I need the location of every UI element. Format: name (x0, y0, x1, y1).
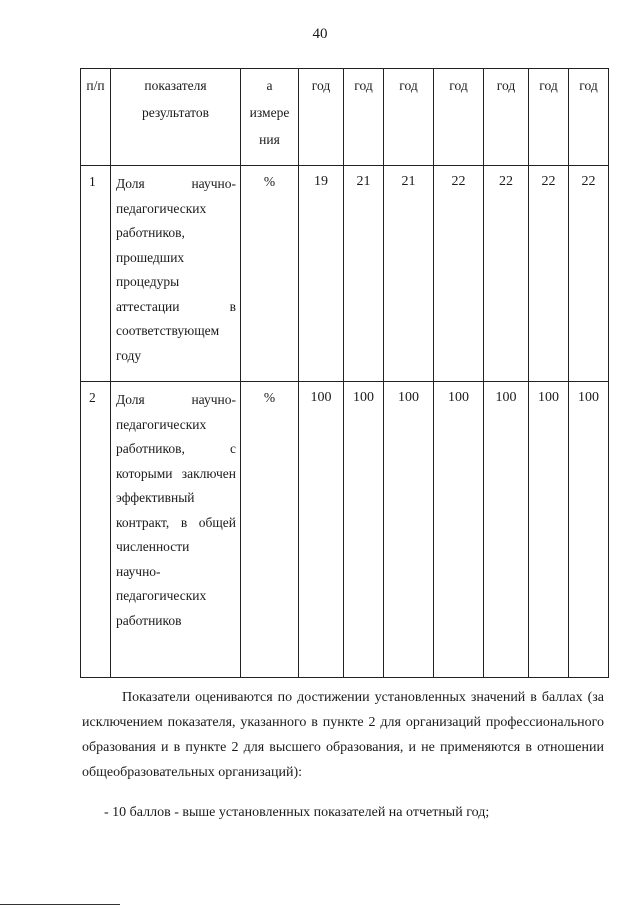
year-value: 22 (569, 166, 609, 382)
year-value: 22 (434, 166, 484, 382)
table-header-row (81, 69, 609, 166)
header-num: п/п (81, 69, 111, 166)
header-unit: а измере ния (241, 69, 299, 166)
header-year: год (484, 69, 529, 166)
table-row (81, 166, 609, 382)
header-name: показателя результатов (111, 69, 241, 166)
indicator-name: Доля научно-педагогических работников, с которыми заключен эффективный контракт, в общей численности научно-педагогических работников (111, 382, 241, 678)
year-value: 100 (299, 382, 344, 678)
year-value: 21 (344, 166, 384, 382)
results-table (80, 68, 609, 678)
year-value: 22 (484, 166, 529, 382)
year-value: 19 (299, 166, 344, 382)
header-year: год (434, 69, 484, 166)
table-row (81, 382, 609, 678)
row-number: 1 (81, 166, 111, 382)
score-bullet: - 10 баллов - выше установленных показателей на отчетный год; (104, 805, 490, 820)
year-value: 100 (484, 382, 529, 678)
header-year: год (299, 69, 344, 166)
header-year: год (529, 69, 569, 166)
evaluation-paragraph: Показатели оцениваются по достижении установленных значений в баллах (за исключением показателя, указанного в пункте 2 для организаций профессионального образования и в пункте 2 для высшего образования, и не применяются в отношении общеобразовательных организаций): (82, 690, 604, 780)
year-value: 100 (344, 382, 384, 678)
unit-cell: % (241, 166, 299, 382)
year-value: 100 (529, 382, 569, 678)
header-year: год (344, 69, 384, 166)
year-value: 21 (384, 166, 434, 382)
year-value: 100 (434, 382, 484, 678)
year-value: 100 (384, 382, 434, 678)
row-number: 2 (81, 382, 111, 678)
unit-cell: % (241, 382, 299, 678)
header-year: год (569, 69, 609, 166)
year-value: 100 (569, 382, 609, 678)
page-number: 40 (312, 26, 328, 42)
header-year: год (384, 69, 434, 166)
indicator-name: Доля научно-педагогических работников, прошедших процедуры аттестации в соответствующем году (111, 166, 241, 382)
year-value: 22 (529, 166, 569, 382)
